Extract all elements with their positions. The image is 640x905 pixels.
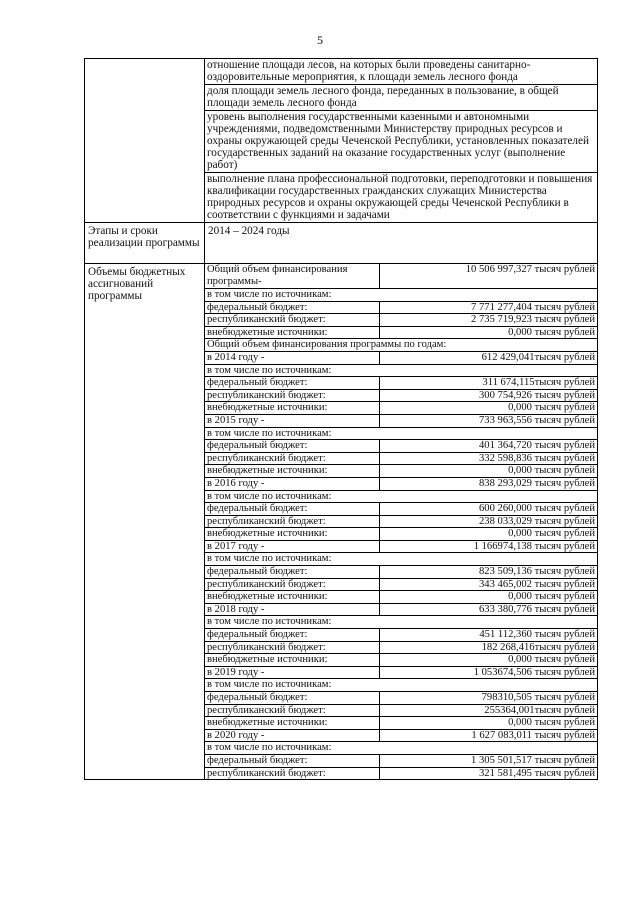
funding-item-amount: 0,000 тысяч рублей [380, 326, 598, 339]
funding-item-amount: 255364,001тысяч рублей [380, 704, 598, 717]
funding-row-item [205, 729, 597, 742]
funding-row-item [205, 742, 597, 755]
funding-row-item [205, 465, 597, 478]
funding-item-label: в 2014 году - [205, 351, 380, 364]
funding-item-amount: 1 627 083,011 тысяч рублей [380, 729, 598, 742]
funding-item-amount: 0,000 тысяч рублей [380, 465, 598, 478]
funding-item-label: федеральный бюджет: [205, 629, 380, 642]
funding-item-label: внебюджетные источники: [205, 326, 380, 339]
funding-row-item [205, 427, 597, 440]
funding-item-amount: 0,000 тысяч рублей [380, 528, 598, 541]
funding-item-label: федеральный бюджет: [205, 566, 380, 579]
funding-row-item [205, 603, 597, 616]
funding-item-label: федеральный бюджет: [205, 301, 380, 314]
funding-item-amount: 823 509,136 тысяч рублей [380, 566, 598, 579]
funding-item-label: федеральный бюджет: [205, 692, 380, 705]
funding-row-item [205, 364, 597, 377]
funding-item-label: федеральный бюджет: [205, 440, 380, 453]
funding-label: Объемы бюджетных ассигнований программы [85, 264, 205, 780]
funding-row-item [205, 314, 597, 327]
funding-row-item [205, 440, 597, 453]
funding-item-label: федеральный бюджет: [205, 503, 380, 516]
funding-item-label: в 2020 году - [205, 729, 380, 742]
funding-item-label: внебюджетные источники: [205, 654, 380, 667]
funding-item-amount: 838 293,029 тысяч рублей [380, 477, 598, 490]
funding-item-label: федеральный бюджет: [205, 754, 380, 767]
funding-subheading: в том числе по источникам: [205, 553, 597, 566]
funding-item-amount: 0,000 тысяч рублей [380, 717, 598, 730]
funding-item-label: внебюджетные источники: [205, 717, 380, 730]
funding-item-amount: 733 963,556 тысяч рублей [380, 414, 598, 427]
indicator-item: доля площади земель лесного фонда, переданных в пользование, в общей площади земель лесного фонда [205, 85, 597, 111]
funding-row-item [205, 264, 597, 289]
funding-item-amount: 1 053674,506 тысяч рублей [380, 666, 598, 679]
funding-row-item [205, 339, 597, 352]
funding-item-label: республиканский бюджет: [205, 704, 380, 717]
funding-subheading: в том числе по источникам: [205, 616, 597, 629]
funding-item-amount: 0,000 тысяч рублей [380, 591, 598, 604]
funding-row-item [205, 389, 597, 402]
funding-item-label: внебюджетные источники: [205, 591, 380, 604]
funding-row-item [205, 377, 597, 390]
funding-cell [205, 264, 598, 780]
funding-item-label: в 2015 году - [205, 414, 380, 427]
funding-row-item [205, 679, 597, 692]
funding-item-amount: 7 771 277,404 тысяч рублей [380, 301, 598, 314]
funding-item-amount: 2 735 719,923 тысяч рублей [380, 314, 598, 327]
funding-row-item [205, 477, 597, 490]
funding-row-item [205, 326, 597, 339]
funding-item-amount: 10 506 997,327 тысяч рублей [465, 264, 595, 275]
funding-row-item [205, 578, 597, 591]
funding-item-label: федеральный бюджет: [205, 377, 380, 390]
funding-subheading: Общий объем финансирования программы по годам: [205, 339, 597, 352]
funding-item-amount: 311 674,115тысяч рублей [380, 377, 598, 390]
funding-row-item [205, 629, 597, 642]
funding-row-item [205, 654, 597, 667]
funding-row-item [205, 528, 597, 541]
funding-row-item [205, 553, 597, 566]
indicators-label-cell [85, 59, 205, 223]
funding-item-amount: 332 598,836 тысяч рублей [380, 452, 598, 465]
funding-item-amount: 401 364,720 тысяч рублей [380, 440, 598, 453]
funding-row-item [205, 754, 597, 767]
passport-table-container [84, 58, 597, 780]
indicator-item: уровень выполнения государственными казенными и автономными учреждениями, подведомственными Министерству природных ресурсов и охраны окружающей среды Чеченской Республики, установленных показателей государственных заданий на оказание государственных услуг (выполнение работ) [205, 111, 597, 173]
funding-item-label: внебюджетные источники: [205, 402, 380, 415]
funding-row-item [205, 452, 597, 465]
stages-row [85, 223, 598, 264]
funding-item-label: республиканский бюджет: [205, 515, 380, 528]
funding-item-amount: 612 429,041тысяч рублей [380, 351, 598, 364]
funding-item-label: республиканский бюджет: [205, 767, 380, 779]
funding-item-label: внебюджетные источники: [205, 528, 380, 541]
funding-item-label: республиканский бюджет: [205, 641, 380, 654]
funding-row-item [205, 490, 597, 503]
funding-row-item [205, 515, 597, 528]
funding-subheading: в том числе по источникам: [205, 427, 597, 440]
funding-item-amount: 0,000 тысяч рублей [380, 654, 598, 667]
funding-row-item [205, 566, 597, 579]
funding-item-label: республиканский бюджет: [205, 314, 380, 327]
funding-row-item [205, 301, 597, 314]
funding-subheading: в том числе по источникам: [205, 679, 597, 692]
funding-item-amount: 321 581,495 тысяч рублей [380, 767, 598, 779]
funding-item-label: республиканский бюджет: [205, 452, 380, 465]
funding-row-item [205, 666, 597, 679]
funding-item-amount: 1 166974,138 тысяч рублей [380, 540, 598, 553]
funding-breakdown-table [205, 264, 597, 779]
indicators-row [85, 59, 598, 223]
indicator-item: выполнение плана профессиональной подготовки, переподготовки и повышения квалификации государственных гражданских служащих Министерства природных ресурсов и охраны окружающей среды Чеченской Республики в соответствии с функциями и задачами [207, 173, 593, 221]
funding-item-amount: 600 260,000 тысяч рублей [380, 503, 598, 516]
funding-subheading: в том числе по источникам: [205, 742, 597, 755]
funding-item-amount: 0,000 тысяч рублей [380, 402, 598, 415]
funding-item-label: внебюджетные источники: [205, 465, 380, 478]
passport-table [84, 58, 598, 780]
stages-value: 2014 – 2024 годы [205, 223, 598, 264]
funding-row-item [205, 351, 597, 364]
indicator-item: отношение площади лесов, на которых были проведены санитарно-оздоровительные мероприятия, к площади земель лесного фонда [205, 59, 597, 85]
funding-item-label: в 2016 году - [205, 477, 380, 490]
funding-row-item [205, 767, 597, 779]
funding-item-label: республиканский бюджет: [205, 578, 380, 591]
funding-item-amount: 1 305 501,517 тысяч рублей [380, 754, 598, 767]
funding-item-label: в 2017 году - [205, 540, 380, 553]
stages-label: Этапы и сроки реализации программы [85, 223, 205, 264]
funding-row-item [205, 540, 597, 553]
funding-row-item [205, 402, 597, 415]
funding-row [85, 264, 598, 780]
funding-item-label: Общий объем финансирования программы- [205, 264, 380, 289]
funding-row-item [205, 591, 597, 604]
funding-row-item [205, 503, 597, 516]
funding-row-item [205, 717, 597, 730]
funding-item-label: республиканский бюджет: [205, 389, 380, 402]
funding-item-label: в 2019 году - [205, 666, 380, 679]
funding-subheading: в том числе по источникам: [205, 490, 597, 503]
funding-item-label: в 2018 году - [205, 603, 380, 616]
funding-row-item [205, 704, 597, 717]
funding-subheading: в том числе по источникам: [205, 289, 597, 302]
funding-item-amount: 633 380,776 тысяч рублей [380, 603, 598, 616]
funding-item-amount: 238 033,029 тысяч рублей [380, 515, 598, 528]
funding-row-item [205, 692, 597, 705]
funding-item-amount: 451 112,360 тысяч рублей [380, 629, 598, 642]
indicators-cell [205, 59, 598, 223]
funding-row-item [205, 616, 597, 629]
funding-row-item [205, 641, 597, 654]
funding-item-amount: 343 465,002 тысяч рублей [380, 578, 598, 591]
funding-item-amount: 798310,505 тысяч рублей [380, 692, 598, 705]
funding-row-item [205, 414, 597, 427]
page-number: 5 [317, 33, 323, 47]
funding-row-item [205, 289, 597, 302]
funding-subheading: в том числе по источникам: [205, 364, 597, 377]
funding-item-amount: 300 754,926 тысяч рублей [380, 389, 598, 402]
funding-item-amount: 182 268,416тысяч рублей [380, 641, 598, 654]
